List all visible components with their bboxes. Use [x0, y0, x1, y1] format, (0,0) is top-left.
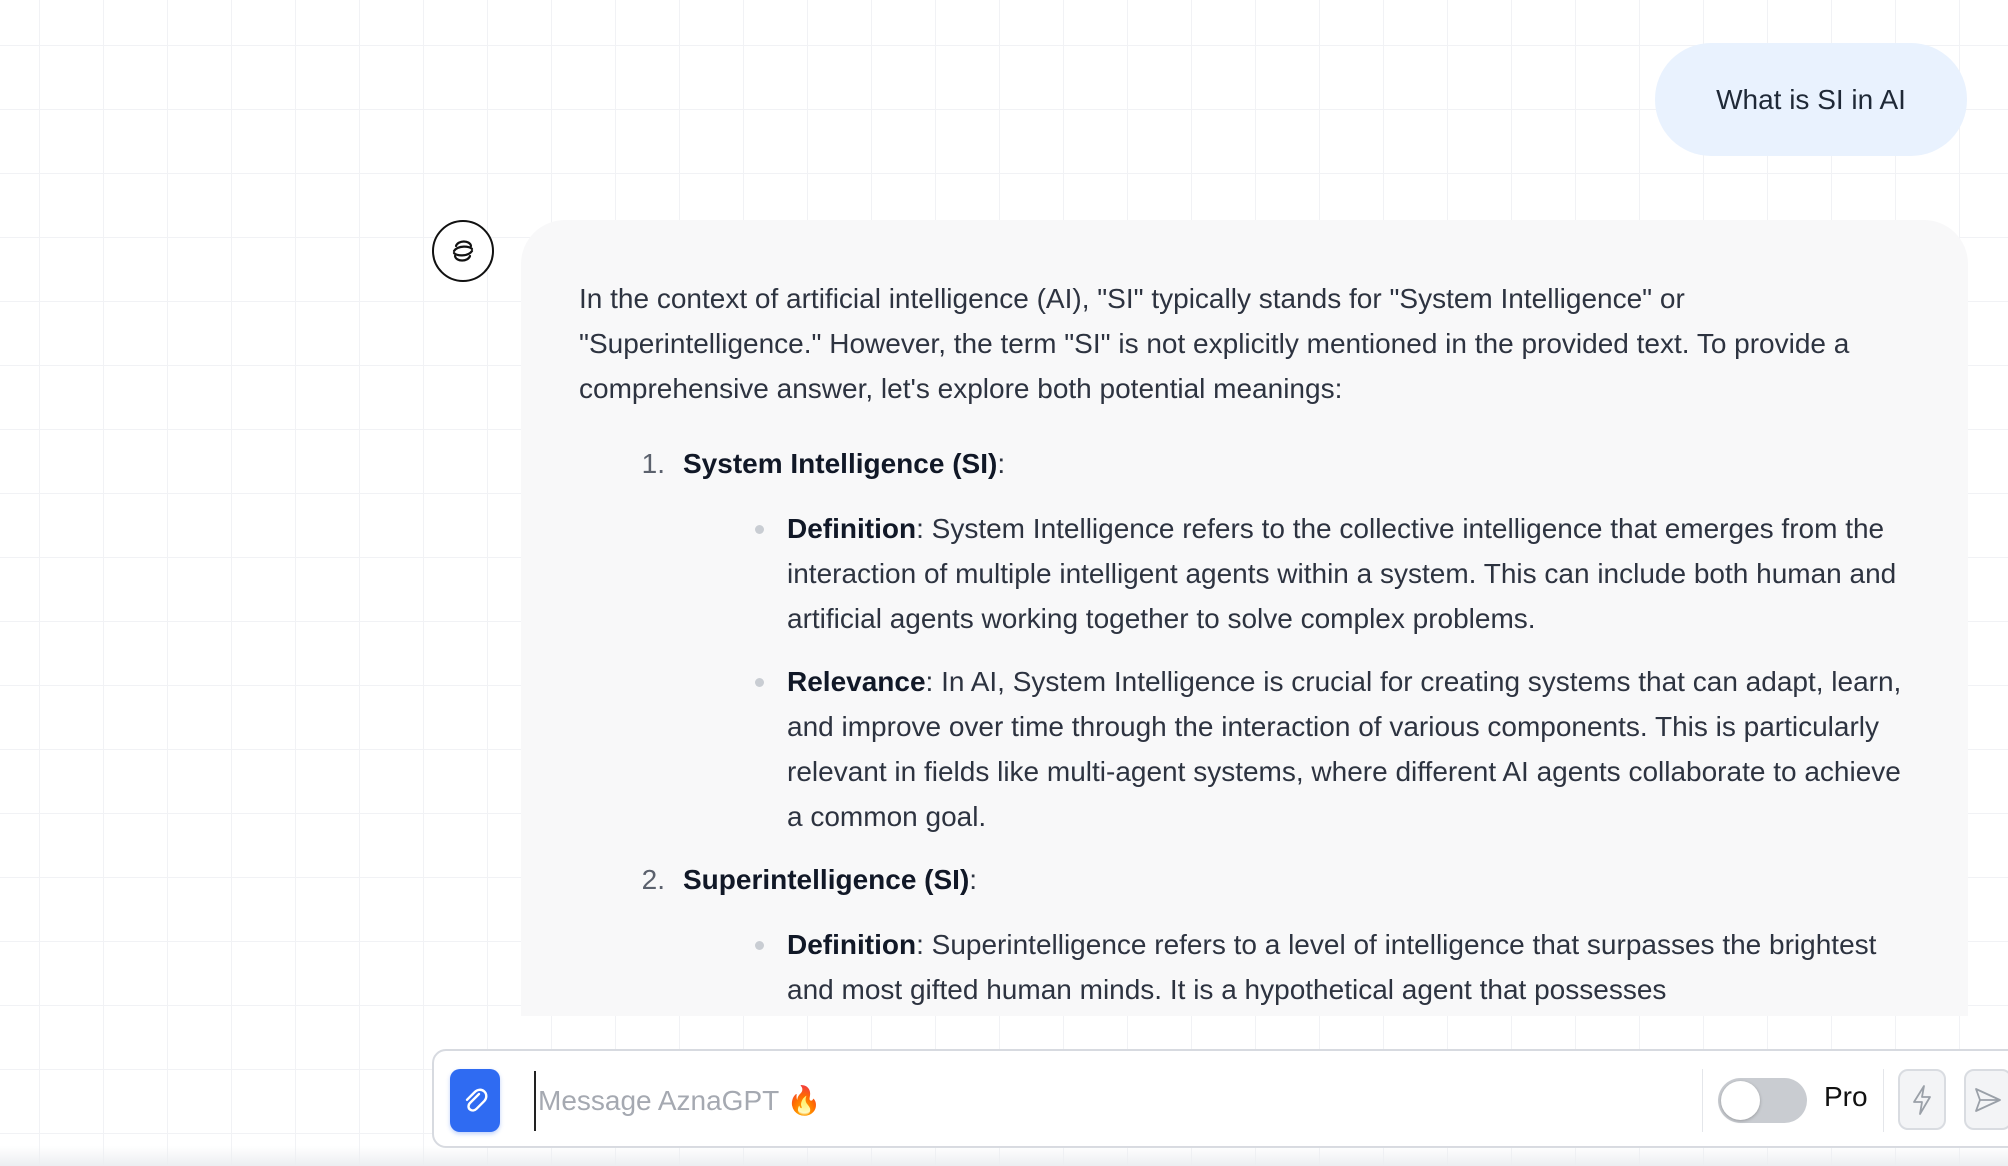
point-label: Definition — [787, 513, 917, 544]
list-number: 2. — [641, 864, 665, 895]
section-title-suffix: : — [997, 448, 1006, 479]
point-text: : Superintelligence refers to a level of intelligence that surpasses the brightest and most gifted human minds. It is a hypothetical agent that possesses — [787, 929, 1877, 1005]
paperclip-icon — [461, 1086, 489, 1116]
answer-list — [579, 441, 1919, 1012]
section-title-suffix: : — [969, 864, 978, 895]
toggle-knob — [1721, 1081, 1760, 1120]
bullet-dot — [755, 525, 764, 534]
user-message-text: What is SI in AI — [1716, 83, 1906, 115]
list-item — [683, 659, 1919, 839]
assistant-intro-paragraph: In the context of artificial intelligence (AI), "SI" typically stands for "System Intelligence" or "Superintelligence." However, the term "SI" is not explicitly mentioned in the provided text. To provide a comprehensive answer, let's explore both potential meanings: — [579, 283, 1850, 404]
assistant-message-card — [521, 220, 1968, 1016]
section-points — [683, 922, 1919, 1012]
assistant-message-content — [579, 276, 1919, 1016]
pro-label: Pro — [1824, 1081, 1868, 1112]
section-title: System Intelligence (SI) — [683, 448, 998, 479]
bullet-dot — [755, 941, 764, 950]
message-input[interactable] — [534, 1071, 1640, 1131]
list-item — [683, 506, 1919, 641]
send-button[interactable] — [1964, 1069, 2008, 1130]
bullet-dot — [755, 678, 764, 687]
section-heading — [683, 857, 1919, 902]
send-icon — [1973, 1086, 2003, 1114]
section-heading — [683, 441, 1919, 486]
section-points — [683, 506, 1919, 839]
answer-section-superintelligence — [579, 857, 1919, 1012]
bottom-fade — [0, 1146, 2008, 1166]
list-number: 1. — [641, 448, 665, 479]
section-title: Superintelligence (SI) — [683, 864, 970, 895]
assistant-avatar — [432, 220, 494, 282]
lightning-icon — [1910, 1084, 1934, 1116]
attach-button[interactable] — [450, 1069, 500, 1132]
message-composer — [432, 1049, 2008, 1148]
point-label: Definition — [787, 929, 917, 960]
composer-divider — [1702, 1069, 1703, 1132]
user-message-bubble — [1655, 43, 1967, 156]
composer-divider — [1883, 1069, 1884, 1132]
pro-toggle[interactable] — [1718, 1078, 1807, 1123]
answer-section-system-intelligence — [579, 441, 1919, 839]
flash-button[interactable] — [1898, 1069, 1946, 1130]
swirl-logo-icon — [446, 234, 480, 268]
point-label: Relevance — [787, 666, 926, 697]
point-text: : In AI, System Intelligence is crucial for creating systems that can adapt, learn, and improve over time through the interaction of various components. This is particularly relevant in fields like multi-agent systems, where different AI agents collaborate to achieve a common goal. — [787, 666, 1902, 832]
list-item — [683, 922, 1919, 1012]
point-text: : System Intelligence refers to the collective intelligence that emerges from the interaction of multiple intelligent agents within a system. This can include both human and artificial agents working together to solve complex problems. — [787, 513, 1897, 634]
